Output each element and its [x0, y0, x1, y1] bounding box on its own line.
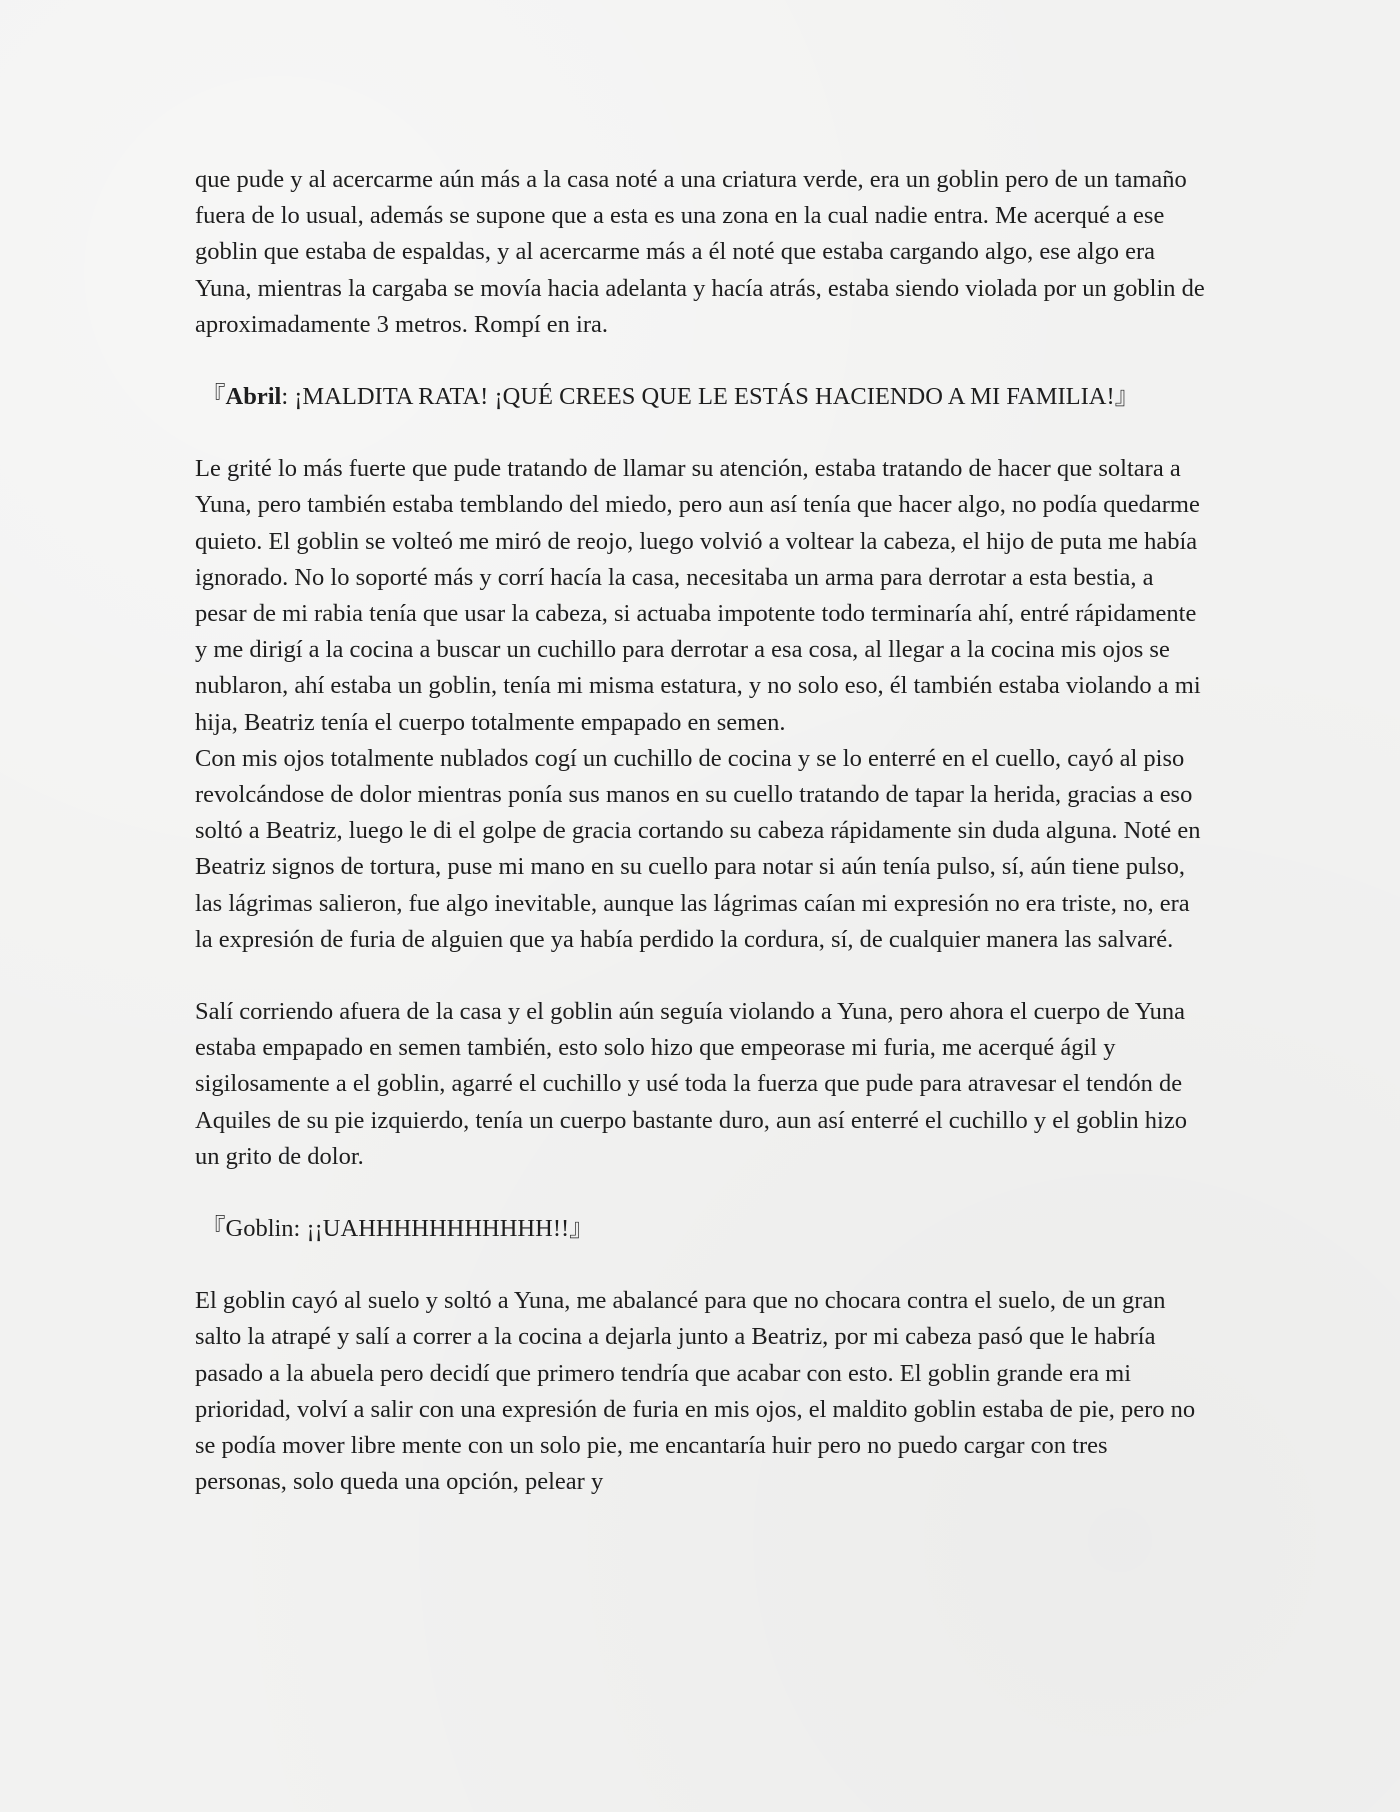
- paragraph-gap: [195, 415, 1205, 451]
- page-text: [195, 162, 1205, 1501]
- paragraph-gap: [195, 1175, 1205, 1211]
- paragraph-5: El goblin cayó al suelo y soltó a Yuna, me abalancé para que no chocara contra el suelo, de un gran salto la atrapé y salí a correr a la cocina a dejarla junto a Beatriz, por mi cabeza pasó que le habría pasado a la abuela pero decidí que primero tendría que acabar con esto. El goblin grande era mi prioridad, volví a salir con una expresión de furia en mis ojos, el maldito goblin estaba de pie, pero no se podía mover libre mente con un solo pie, me encantaría huir pero no puedo cargar con tres personas, solo queda una opción, pelear y: [195, 1287, 1196, 1496]
- dialog-goblin: 『Goblin: ¡¡UAHHHHHHHHHHH!!』: [201, 1215, 594, 1243]
- paragraph-1: que pude y al acercarme aún más a la casa noté a una criatura verde, era un goblin pero de un tamaño fuera de lo usual, además se supone que a esta es una zona en la cual nadie entra. Me acerqué a ese goblin que estaba de espaldas, y al acercarme más a él noté que estaba cargando algo, ese algo era Yuna, mientras la cargaba se movía hacia adelanta y hacía atrás, estaba siendo violada por un goblin de aproximadamente 3 metros. Rompí en ira.: [195, 166, 1205, 338]
- paragraph-2: Le grité lo más fuerte que pude tratando de llamar su atención, estaba tratando de hacer que soltara a Yuna, pero también estaba temblando del miedo, pero aun así tenía que hacer algo, no podía quedarme quieto. El goblin se volteó me miró de reojo, luego volvió a voltear la cabeza, el hijo de puta me había ignorado. No lo soporté más y corrí hacía la casa, necesitaba un arma para derrotar a esta bestia, a pesar de mi rabia tenía que usar la cabeza, si actuaba impotente todo terminaría ahí, entré rápidamente y me dirigí a la cocina a buscar un cuchillo para derrotar a esa cosa, al llegar a la cocina mis ojos se nublaron, ahí estaba un goblin, tenía mi misma estatura, y no solo eso, él también estaba violando a mi hija, Beatriz tenía el cuerpo totalmente empapado en semen.: [195, 455, 1201, 736]
- paragraph-gap: [195, 343, 1205, 379]
- paragraph-gap: [195, 1247, 1205, 1283]
- paragraph-3: Con mis ojos totalmente nublados cogí un cuchillo de cocina y se lo enterré en el cuello, cayó al piso revolcándose de dolor mientras ponía sus manos en su cuello tratando de tapar la herida, gracias a eso soltó a Beatriz, luego le di el golpe de gracia cortando su cabeza rápidamente sin duda alguna. Noté en Beatriz signos de tortura, puse mi mano en su cuello para notar si aún tenía pulso, sí, aún tiene pulso, las lágrimas salieron, fue algo inevitable, aunque las lágrimas caían mi expresión no era triste, no, era la expresión de furia de alguien que ya había perdido la cordura, sí, de cualquier manera las salvaré.: [195, 744, 1201, 953]
- dialog-abril: [195, 379, 1205, 415]
- dialog-open-bracket: 『: [201, 383, 226, 411]
- paragraph-4: Salí corriendo afuera de la casa y el goblin aún seguía violando a Yuna, pero ahora el cuerpo de Yuna estaba empapado en semen también, esto solo hizo que empeorase mi furia, me acerqué ágil y sigilosamente a el goblin, agarré el cuchillo y usé toda la fuerza que pude para atravesar el tendón de Aquiles de su pie izquierdo, tenía un cuerpo bastante duro, aun así enterré el cuchillo y el goblin hizo un grito de dolor.: [195, 998, 1187, 1170]
- speaker-name: Abril: [225, 383, 282, 411]
- paragraph-gap: [195, 958, 1205, 994]
- dialog-text: : ¡MALDITA RATA! ¡QUÉ CREES QUE LE ESTÁS HACIENDO A MI FAMILIA!』: [281, 383, 1140, 411]
